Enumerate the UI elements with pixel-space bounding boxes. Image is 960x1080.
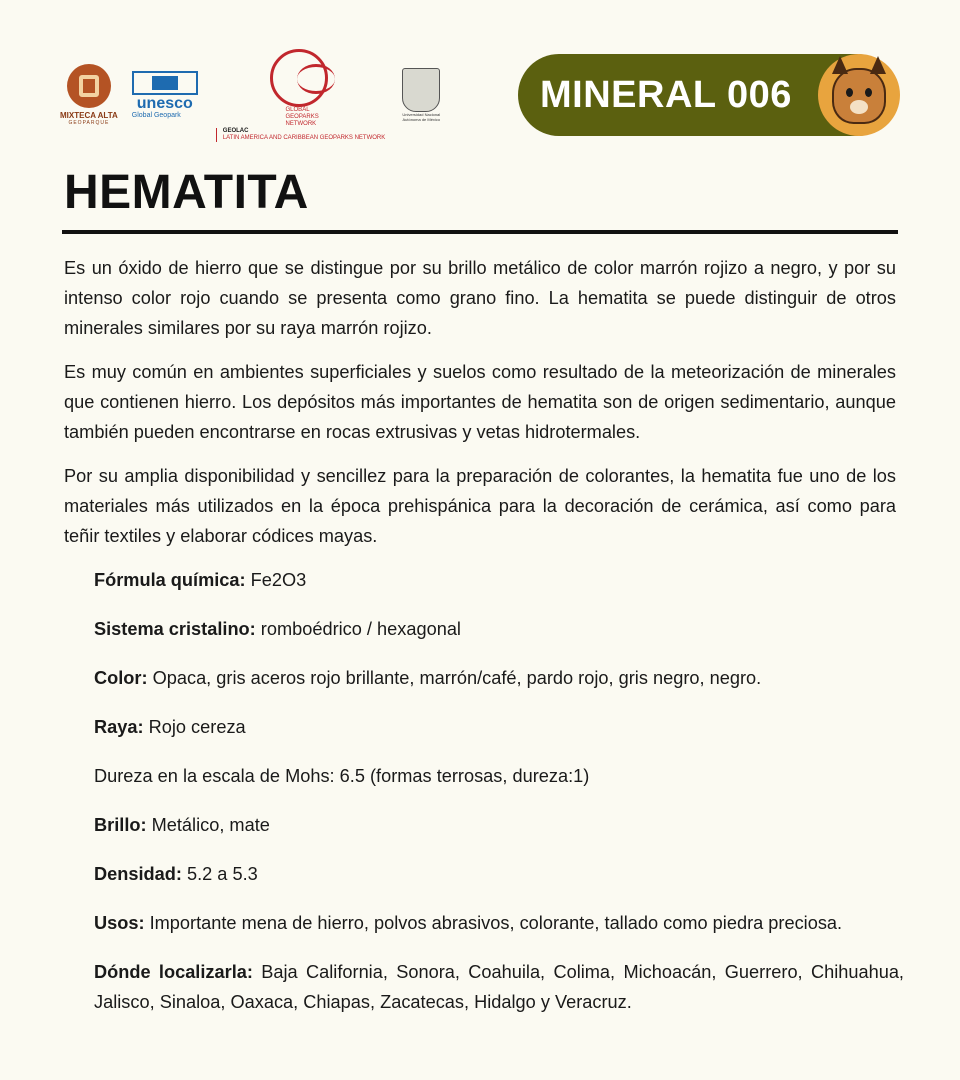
geolac-title: GEOLAC <box>222 127 249 134</box>
main-content <box>64 253 904 1036</box>
partner-logos <box>60 62 457 141</box>
mascot-head <box>832 68 886 124</box>
property-value: Dureza en la escala de Mohs: 6.5 (formas terrosas, dureza:1) <box>94 766 590 786</box>
page-title: HEMATITA <box>64 166 309 219</box>
property-density <box>94 859 904 889</box>
ggn-emblem-icon <box>270 49 328 107</box>
property-color <box>94 663 904 693</box>
mascot-eye-right <box>865 88 872 97</box>
properties-list <box>94 565 904 1017</box>
mixteca-alta-sub: GEOPARQUE <box>68 120 110 126</box>
property-value: 5.2 a 5.3 <box>181 864 258 884</box>
mascot-eye-left <box>846 88 853 97</box>
unesco-name: unesco <box>136 95 193 112</box>
property-label: Usos: <box>94 913 145 933</box>
ggn-text: GLOBAL GEOPARKS NETWORK <box>285 106 319 127</box>
geolac-logo <box>216 128 385 142</box>
unam-logo <box>399 68 443 122</box>
property-value: romboédrico / hexagonal <box>255 619 461 639</box>
unesco-temple-icon <box>132 71 198 95</box>
ggn-logo <box>212 49 385 142</box>
mixteca-alta-emblem-icon <box>67 64 111 108</box>
property-value: Baja California, Sonora, Coahuila, Colima, Michoacán, Guerrero, Chihuahua, Jalisco, Sinaloa, Oaxaca, Chiapas, Zacatecas, Hidalgo y Veracruz. <box>94 962 904 1012</box>
property-label: Color: <box>94 668 148 688</box>
property-label: Sistema cristalino: <box>94 619 256 639</box>
property-label: Brillo: <box>94 815 147 835</box>
property-formula <box>94 565 904 595</box>
unam-text: Universidad Nacional Autónoma de México <box>402 112 441 122</box>
property-value: Fe2O3 <box>245 570 307 590</box>
unesco-logo <box>132 71 198 119</box>
coyote-mascot-icon <box>818 54 900 136</box>
property-label: Dónde localizarla: <box>94 962 253 982</box>
property-value: Opaca, gris aceros rojo brillante, marrón/café, pardo rojo, gris negro, negro. <box>147 668 762 688</box>
property-label: Fórmula química: <box>94 570 246 590</box>
geolac-text: LATIN AMERICA AND CARIBBEAN GEOPARKS NETWORK <box>222 134 386 141</box>
property-crystal-system <box>94 614 904 644</box>
property-label: Densidad: <box>94 864 182 884</box>
title-divider <box>62 230 898 234</box>
description-paragraph: Es muy común en ambientes superficiales y suelos como resultado de la meteorización de minerales que contienen hierro. Los depósitos más importantes de hematita son de origen sedimentario, aunque también pueden encontrarse en rocas extrusivas y vetas hidrotermales. <box>64 362 896 442</box>
property-locations <box>94 957 904 1017</box>
property-label: Raya: <box>94 717 144 737</box>
property-streak <box>94 712 904 742</box>
property-value: Metálico, mate <box>146 815 270 835</box>
unesco-sub: Global Geopark <box>131 112 181 119</box>
property-uses <box>94 908 904 938</box>
property-value: Importante mena de hierro, polvos abrasivos, colorante, tallado como piedra preciosa. <box>144 913 843 933</box>
property-luster <box>94 810 904 840</box>
unam-shield-icon <box>402 68 440 112</box>
mixteca-alta-logo <box>60 64 118 126</box>
description-paragraph: Es un óxido de hierro que se distingue por su brillo metálico de color marrón rojizo a negro, y por su intenso color rojo cuando se presenta como grano fino. La hematita se puede distinguir de otros minerales similares por su raya marrón rojizo. <box>64 258 896 338</box>
property-value: Rojo cereza <box>143 717 246 737</box>
mineral-badge-label: MINERAL 006 <box>540 74 792 116</box>
mineral-badge <box>518 54 898 136</box>
description-paragraph: Por su amplia disponibilidad y sencillez para la preparación de colorantes, la hematita fue uno de los materiales más utilizados en la época prehispánica para la decoración de cerámica, así como para teñir textiles y elaborar códices mayas. <box>64 466 896 546</box>
mascot-snout <box>850 100 868 114</box>
mixteca-alta-name: MIXTECA ALTA <box>60 111 118 120</box>
property-hardness <box>94 761 904 791</box>
